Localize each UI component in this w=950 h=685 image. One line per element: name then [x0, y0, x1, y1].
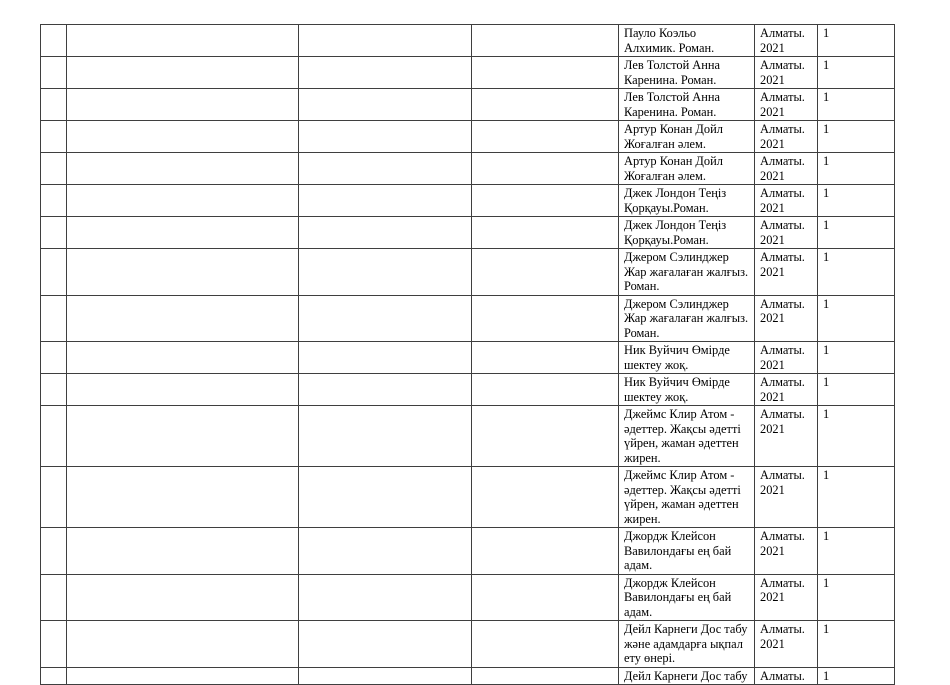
cell-publication-place: Алматы. 2021 — [755, 528, 818, 575]
table-row — [41, 25, 895, 57]
cell-col-2 — [67, 25, 299, 57]
cell-publication-place: Алматы. 2021 — [755, 574, 818, 621]
cell-number — [41, 374, 67, 406]
cell-col-4 — [472, 57, 619, 89]
cell-col-4 — [472, 574, 619, 621]
cell-col-4 — [472, 467, 619, 528]
cell-col-2 — [67, 374, 299, 406]
cell-book-title: Артур Конан Дойл Жоғалған әлем. — [619, 121, 755, 153]
cell-col-3 — [299, 574, 472, 621]
cell-book-title: Артур Конан Дойл Жоғалған әлем. — [619, 153, 755, 185]
cell-publication-place: Алматы. 2021 — [755, 25, 818, 57]
cell-book-title: Лев Толстой Анна Каренина. Роман. — [619, 57, 755, 89]
cell-number — [41, 217, 67, 249]
cell-number — [41, 89, 67, 121]
table-row — [41, 217, 895, 249]
cell-col-2 — [67, 667, 299, 685]
cell-publication-place: Алматы. 2021 — [755, 406, 818, 467]
table-row — [41, 342, 895, 374]
cell-quantity: 1 — [818, 89, 895, 121]
cell-col-3 — [299, 342, 472, 374]
cell-col-4 — [472, 249, 619, 296]
cell-col-2 — [67, 342, 299, 374]
cell-col-2 — [67, 467, 299, 528]
cell-book-title: Дейл Карнеги Дос табу — [619, 667, 755, 685]
cell-col-4 — [472, 621, 619, 668]
cell-quantity: 1 — [818, 574, 895, 621]
table-row — [41, 121, 895, 153]
cell-col-2 — [67, 528, 299, 575]
cell-quantity: 1 — [818, 295, 895, 342]
cell-quantity: 1 — [818, 217, 895, 249]
cell-col-4 — [472, 528, 619, 575]
table-row — [41, 249, 895, 296]
cell-quantity: 1 — [818, 406, 895, 467]
table-body — [41, 25, 895, 685]
cell-publication-place: Алматы. 2021 — [755, 121, 818, 153]
table-row — [41, 57, 895, 89]
cell-quantity: 1 — [818, 467, 895, 528]
cell-publication-place: Алматы. — [755, 667, 818, 685]
cell-col-4 — [472, 25, 619, 57]
cell-col-3 — [299, 374, 472, 406]
cell-col-3 — [299, 295, 472, 342]
cell-col-3 — [299, 621, 472, 668]
cell-quantity: 1 — [818, 528, 895, 575]
cell-book-title: Джордж Клейсон Вавилондағы ең бай адам. — [619, 574, 755, 621]
cell-quantity: 1 — [818, 249, 895, 296]
cell-number — [41, 667, 67, 685]
cell-col-3 — [299, 153, 472, 185]
cell-publication-place: Алматы. 2021 — [755, 185, 818, 217]
cell-col-3 — [299, 121, 472, 153]
table-row — [41, 374, 895, 406]
cell-col-3 — [299, 25, 472, 57]
cell-quantity: 1 — [818, 342, 895, 374]
cell-number — [41, 185, 67, 217]
cell-col-2 — [67, 249, 299, 296]
cell-publication-place: Алматы. 2021 — [755, 342, 818, 374]
cell-book-title: Джером Сэлинджер Жар жағалаған жалғыз. Роман. — [619, 295, 755, 342]
cell-book-title: Пауло Коэльо Алхимик. Роман. — [619, 25, 755, 57]
cell-book-title: Дейл Карнеги Дос табу және адамдарға ықпал ету өнері. — [619, 621, 755, 668]
cell-col-3 — [299, 217, 472, 249]
cell-col-3 — [299, 406, 472, 467]
cell-publication-place: Алматы. 2021 — [755, 249, 818, 296]
table-row — [41, 621, 895, 668]
cell-number — [41, 342, 67, 374]
cell-number — [41, 467, 67, 528]
cell-book-title: Джек Лондон Теңіз Қорқауы.Роман. — [619, 185, 755, 217]
cell-col-3 — [299, 57, 472, 89]
cell-col-4 — [472, 121, 619, 153]
cell-book-title: Джек Лондон Теңіз Қорқауы.Роман. — [619, 217, 755, 249]
cell-col-2 — [67, 217, 299, 249]
cell-book-title: Джордж Клейсон Вавилондағы ең бай адам. — [619, 528, 755, 575]
cell-publication-place: Алматы. 2021 — [755, 217, 818, 249]
cell-number — [41, 249, 67, 296]
cell-number — [41, 25, 67, 57]
cell-quantity: 1 — [818, 121, 895, 153]
cell-col-3 — [299, 528, 472, 575]
cell-publication-place: Алматы. 2021 — [755, 621, 818, 668]
cell-col-2 — [67, 406, 299, 467]
cell-book-title: Джером Сэлинджер Жар жағалаған жалғыз. Роман. — [619, 249, 755, 296]
cell-book-title: Ник Вуйчич Өмірде шектеу жоқ. — [619, 342, 755, 374]
table-row — [41, 406, 895, 467]
cell-book-title: Джеймс Клир Атом - әдеттер. Жақсы әдетті үйрен, жаман әдеттен жирен. — [619, 406, 755, 467]
cell-publication-place: Алматы. 2021 — [755, 57, 818, 89]
cell-publication-place: Алматы. 2021 — [755, 89, 818, 121]
cell-col-4 — [472, 153, 619, 185]
cell-col-4 — [472, 342, 619, 374]
cell-col-4 — [472, 667, 619, 685]
book-list-table — [40, 24, 895, 685]
cell-number — [41, 528, 67, 575]
table-row — [41, 89, 895, 121]
cell-publication-place: Алматы. 2021 — [755, 295, 818, 342]
cell-col-2 — [67, 295, 299, 342]
table-row — [41, 295, 895, 342]
cell-quantity: 1 — [818, 667, 895, 685]
table-row — [41, 574, 895, 621]
table-row — [41, 667, 895, 685]
cell-col-4 — [472, 89, 619, 121]
cell-col-4 — [472, 295, 619, 342]
cell-book-title: Джеймс Клир Атом - әдеттер. Жақсы әдетті үйрен, жаман әдеттен жирен. — [619, 467, 755, 528]
cell-quantity: 1 — [818, 374, 895, 406]
cell-quantity: 1 — [818, 57, 895, 89]
cell-publication-place: Алматы. 2021 — [755, 467, 818, 528]
cell-book-title: Лев Толстой Анна Каренина. Роман. — [619, 89, 755, 121]
cell-number — [41, 574, 67, 621]
cell-col-3 — [299, 667, 472, 685]
cell-number — [41, 621, 67, 668]
cell-col-4 — [472, 374, 619, 406]
cell-publication-place: Алматы. 2021 — [755, 153, 818, 185]
cell-col-4 — [472, 185, 619, 217]
cell-number — [41, 153, 67, 185]
cell-col-2 — [67, 621, 299, 668]
cell-quantity: 1 — [818, 185, 895, 217]
cell-col-3 — [299, 467, 472, 528]
cell-col-4 — [472, 406, 619, 467]
cell-book-title: Ник Вуйчич Өмірде шектеу жоқ. — [619, 374, 755, 406]
cell-publication-place: Алматы. 2021 — [755, 374, 818, 406]
table-row — [41, 467, 895, 528]
cell-col-4 — [472, 217, 619, 249]
cell-col-2 — [67, 185, 299, 217]
cell-col-3 — [299, 89, 472, 121]
cell-col-2 — [67, 121, 299, 153]
cell-quantity: 1 — [818, 621, 895, 668]
cell-col-3 — [299, 185, 472, 217]
table-row — [41, 528, 895, 575]
cell-col-3 — [299, 249, 472, 296]
cell-number — [41, 295, 67, 342]
table-row — [41, 185, 895, 217]
cell-col-2 — [67, 153, 299, 185]
cell-quantity: 1 — [818, 25, 895, 57]
cell-number — [41, 406, 67, 467]
cell-number — [41, 121, 67, 153]
cell-col-2 — [67, 57, 299, 89]
cell-quantity: 1 — [818, 153, 895, 185]
table-row — [41, 153, 895, 185]
cell-col-2 — [67, 574, 299, 621]
cell-col-2 — [67, 89, 299, 121]
cell-number — [41, 57, 67, 89]
